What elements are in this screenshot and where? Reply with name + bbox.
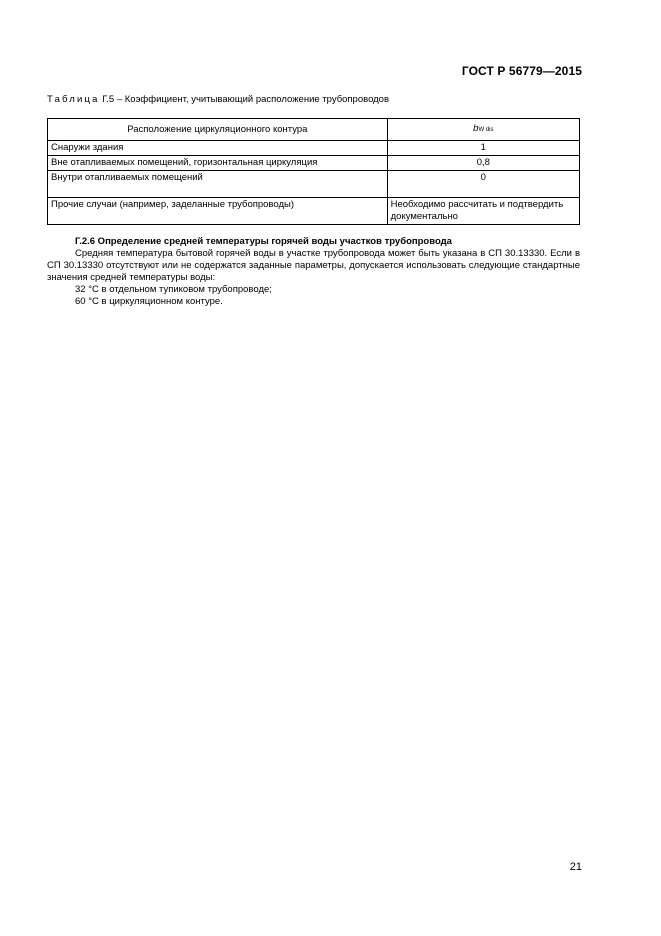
table-caption-text: Г.5 – Коэффициент, учитывающий расположение трубопроводов bbox=[99, 94, 390, 105]
column-header-location: Расположение циркуляционного контура bbox=[48, 119, 388, 141]
section-heading: Г.2.6 Определение средней температуры горячей воды участков трубопровода bbox=[75, 236, 452, 247]
table-row bbox=[48, 198, 580, 225]
table-cell-location: Внутри отапливаемых помещений bbox=[48, 171, 388, 198]
table-cell-value: 0 bbox=[387, 171, 579, 198]
list-item: 32 °С в отдельном тупиковом трубопроводе; bbox=[75, 284, 272, 295]
column-header-coefficient bbox=[387, 119, 579, 141]
coefficient-subscript: W dis bbox=[478, 127, 494, 133]
list-item: 60 °С в циркуляционном контуре. bbox=[75, 296, 223, 307]
table-row bbox=[48, 171, 580, 198]
table-caption-prefix: Таблица bbox=[47, 94, 100, 105]
table-caption bbox=[47, 94, 389, 105]
coefficient-table bbox=[47, 118, 580, 225]
section-paragraph: Средняя температура бытовой горячей воды в участке трубопровода может быть указана в СП 30.13330. Если в СП 30.13330 отсутствуют или не содержатся заданные параметры, допускается использовать следующие стандартные значения средней температуры воды: bbox=[47, 248, 580, 283]
table-cell-value: Необходимо рассчитать и подтвердить документально bbox=[387, 198, 579, 225]
table-cell-location: Снаружи здания bbox=[48, 141, 388, 156]
table-row bbox=[48, 141, 580, 156]
coefficient-symbol: b bbox=[473, 123, 479, 134]
table-header-row bbox=[48, 119, 580, 141]
table-row bbox=[48, 156, 580, 171]
table-cell-location: Вне отапливаемых помещений, горизонтальная циркуляция bbox=[48, 156, 388, 171]
table-cell-value: 0,8 bbox=[387, 156, 579, 171]
page-number: 21 bbox=[569, 861, 582, 873]
table-cell-location: Прочие случаи (например, заделанные трубопроводы) bbox=[48, 198, 388, 225]
table-cell-value: 1 bbox=[387, 141, 579, 156]
section-g26 bbox=[47, 236, 580, 308]
document-code: ГОСТ Р 56779—2015 bbox=[461, 64, 582, 78]
